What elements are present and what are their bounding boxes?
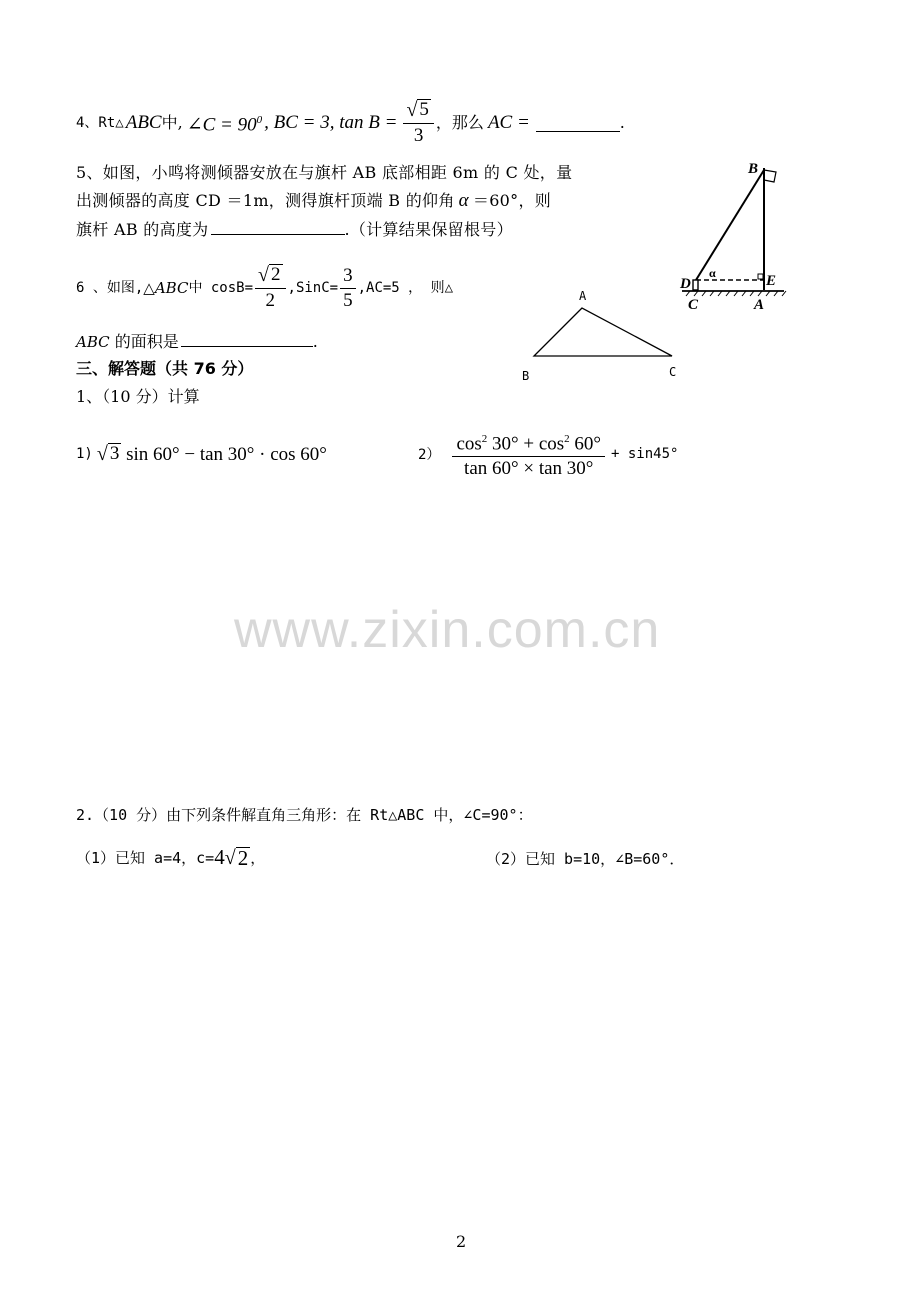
q6-triangle: △ABC <box>143 279 189 297</box>
tri-label-B: B <box>522 369 530 383</box>
q6-sin-fraction: $\frac{3}{5}$ <box>340 264 356 313</box>
section-3-title: 三、解答题（共 76 分） <box>76 359 254 378</box>
label-B: B <box>748 161 759 177</box>
p1-sub2-fraction: $\frac{\cos^2 30^\circ + \cos^2 60^\circ}{\tan 60^\circ \times \tan 30^\circ}$ <box>452 427 605 481</box>
sqrt-symbol: √ 5 <box>406 98 429 121</box>
right-angle-mark <box>758 274 763 279</box>
question-6: 6 、如图, △ABC 中 cosB= √ 2 2 ,SinC= $\frac{3}{5}$ ,AC=5 ， 则△ <box>76 263 454 311</box>
q4-abc: ABC <box>125 112 162 133</box>
tri-label-A: A <box>579 289 587 303</box>
triangle-abc <box>534 308 672 356</box>
q4-period: . <box>619 113 625 132</box>
p1-sub1-expr: √ 3 sin 60° − tan 30° · cos 60° <box>96 442 327 465</box>
flagpole-figure <box>676 158 788 314</box>
question-4 <box>76 96 625 150</box>
q4-answer-blank[interactable] <box>536 115 620 132</box>
q6-answer-blank[interactable] <box>181 330 313 347</box>
triangle-figure <box>516 286 686 386</box>
label-alpha: α <box>709 266 716 280</box>
flag-shape <box>764 170 776 182</box>
tri-label-C: C <box>669 365 677 379</box>
problem-2-sub-2: （2）已知 b=10，∠B=60°． <box>486 850 685 868</box>
label-E: E <box>766 273 777 289</box>
q6-cos-fraction: √ 2 2 <box>255 264 285 313</box>
problem-1-sub-2: 2） $\frac{\cos^2 30^\circ + \cos^2 60^\circ}{\tan 60^\circ \times \tan 30^\circ}$ + sin45° <box>418 424 678 484</box>
label-C: C <box>688 297 699 313</box>
q4-bc-tan: , BC = 3, tan B = <box>264 112 398 133</box>
q4-zhong: 中, <box>161 113 183 132</box>
instrument-cd <box>693 280 698 290</box>
q4-then: ，那么 <box>435 113 484 132</box>
q6-line-2: ABC 的面积是 . <box>76 332 318 351</box>
label-D: D <box>680 276 691 292</box>
problem-1-heading: 1、（10 分）计算 <box>76 387 200 406</box>
q5-line-3: 旗杆 AB 的高度为 .（计算结果保留根号） <box>76 220 513 239</box>
q4-angle: ∠C = $90^0$ <box>186 114 263 136</box>
problem-2-heading: 2.（10 分）由下列条件解直角三角形：在 Rt△ABC 中，∠C=90°： <box>76 806 533 824</box>
page-number: 2 <box>456 1232 467 1251</box>
problem-2-sub-1: （1）已知 a=4，c= 4 √ 2 ， <box>76 844 266 870</box>
p2-sub1-value: 4 √ 2 <box>214 844 249 870</box>
q5-line-1: 5、如图，小鸣将测倾器安放在与旗杆 AB 底部相距 6m 的 C 处，量 <box>76 163 573 182</box>
label-A: A <box>754 297 765 313</box>
q5-answer-blank[interactable] <box>211 218 345 235</box>
q4-ac: AC = <box>487 112 530 133</box>
q4-fraction: √ 5 3 <box>403 99 433 148</box>
watermark: www.zixin.com.cn <box>234 601 661 659</box>
q4-label: 4、Rt△ <box>76 115 124 131</box>
sight-line <box>696 170 764 280</box>
q5-alpha: α <box>458 190 469 211</box>
q5-line-2: 出测倾器的高度 CD ＝1m，测得旗杆顶端 B 的仰角 α ＝60°，则 <box>76 190 552 211</box>
problem-1-sub-1: 1) √ 3 sin 60° − tan 30° · cos 60° <box>76 442 327 465</box>
